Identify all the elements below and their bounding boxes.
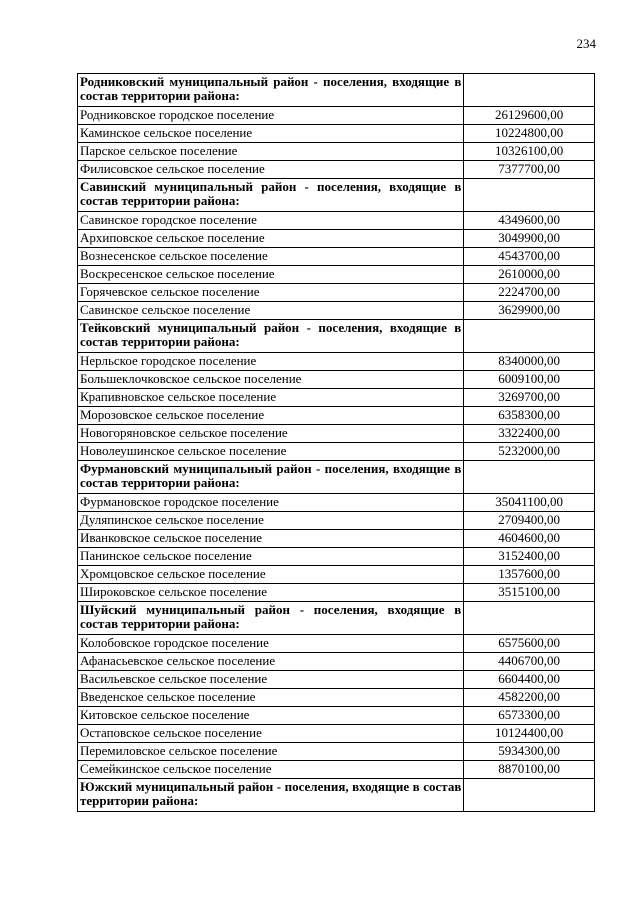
table-row <box>78 425 595 443</box>
table-row <box>78 353 595 371</box>
settlement-name: Морозовское сельское поселение <box>78 407 464 425</box>
settlement-name: Хромцовское сельское поселение <box>78 566 464 584</box>
settlement-name: Новогоряновское сельское поселение <box>78 425 464 443</box>
table-row <box>78 143 595 161</box>
settlement-name: Каминское сельское поселение <box>78 125 464 143</box>
table-row <box>78 212 595 230</box>
settlement-name: Введенское сельское поселение <box>78 689 464 707</box>
district-header: Савинский муниципальный район - поселения, входящие в состав территории района: <box>78 179 464 212</box>
settlement-amount: 4543700,00 <box>464 248 595 266</box>
table-row <box>78 230 595 248</box>
table-row <box>78 107 595 125</box>
table-row <box>78 635 595 653</box>
table-row <box>78 743 595 761</box>
settlement-name: Иванковское сельское поселение <box>78 530 464 548</box>
settlement-amount: 6573300,00 <box>464 707 595 725</box>
settlement-amount: 3269700,00 <box>464 389 595 407</box>
district-amount-cell <box>464 320 595 353</box>
settlement-amount: 6009100,00 <box>464 371 595 389</box>
settlement-amount: 3152400,00 <box>464 548 595 566</box>
district-header: Южский муниципальный район - поселения, входящие в состав территории района: <box>78 779 464 812</box>
table-row <box>78 371 595 389</box>
settlement-amount: 3049900,00 <box>464 230 595 248</box>
settlement-name: Новолеушинское сельское поселение <box>78 443 464 461</box>
settlement-amount: 2709400,00 <box>464 512 595 530</box>
settlement-amount: 8870100,00 <box>464 761 595 779</box>
table-row <box>78 689 595 707</box>
settlement-name: Горячевское сельское поселение <box>78 284 464 302</box>
settlement-amount: 26129600,00 <box>464 107 595 125</box>
table-row <box>78 125 595 143</box>
table-row <box>78 671 595 689</box>
district-header-row <box>78 779 595 812</box>
settlement-name: Савинское сельское поселение <box>78 302 464 320</box>
settlement-amount: 5934300,00 <box>464 743 595 761</box>
settlement-name: Нерльское городское поселение <box>78 353 464 371</box>
table-row <box>78 725 595 743</box>
settlement-name: Афанасьевское сельское поселение <box>78 653 464 671</box>
settlement-name: Дуляпинское сельское поселение <box>78 512 464 530</box>
settlement-amount: 3515100,00 <box>464 584 595 602</box>
settlement-amount: 2224700,00 <box>464 284 595 302</box>
settlement-name: Перемиловское сельское поселение <box>78 743 464 761</box>
settlement-name: Савинское городское поселение <box>78 212 464 230</box>
table-row <box>78 566 595 584</box>
settlement-name: Архиповское сельское поселение <box>78 230 464 248</box>
settlement-amount: 4406700,00 <box>464 653 595 671</box>
settlement-amount: 2610000,00 <box>464 266 595 284</box>
settlement-name: Широковское сельское поселение <box>78 584 464 602</box>
district-header: Родниковский муниципальный район - поселения, входящие в состав территории района: <box>78 74 464 107</box>
settlement-name: Парское сельское поселение <box>78 143 464 161</box>
table-row <box>78 266 595 284</box>
settlement-amount: 10326100,00 <box>464 143 595 161</box>
settlements-budget-table <box>77 73 595 812</box>
settlement-name: Остаповское сельское поселение <box>78 725 464 743</box>
settlement-amount: 3629900,00 <box>464 302 595 320</box>
settlement-name: Фурмановское городское поселение <box>78 494 464 512</box>
district-header-row <box>78 461 595 494</box>
settlement-name: Крапивновское сельское поселение <box>78 389 464 407</box>
settlement-amount: 8340000,00 <box>464 353 595 371</box>
settlement-name: Семейкинское сельское поселение <box>78 761 464 779</box>
district-amount-cell <box>464 602 595 635</box>
table-row <box>78 707 595 725</box>
district-amount-cell <box>464 779 595 812</box>
settlement-name: Васильевское сельское поселение <box>78 671 464 689</box>
settlement-amount: 4582200,00 <box>464 689 595 707</box>
table-row <box>78 389 595 407</box>
table-row <box>78 248 595 266</box>
settlement-amount: 4604600,00 <box>464 530 595 548</box>
district-header-row <box>78 320 595 353</box>
table-row <box>78 653 595 671</box>
district-header-row <box>78 179 595 212</box>
table-row <box>78 302 595 320</box>
table-row <box>78 548 595 566</box>
table-row <box>78 284 595 302</box>
settlement-name: Большеклочковское сельское поселение <box>78 371 464 389</box>
table-row <box>78 512 595 530</box>
district-header: Фурмановский муниципальный район - поселения, входящие в состав территории района: <box>78 461 464 494</box>
settlement-amount: 35041100,00 <box>464 494 595 512</box>
table-row <box>78 443 595 461</box>
table-row <box>78 584 595 602</box>
settlement-amount: 7377700,00 <box>464 161 595 179</box>
settlement-name: Колобовское городское поселение <box>78 635 464 653</box>
settlement-amount: 5232000,00 <box>464 443 595 461</box>
settlement-amount: 10224800,00 <box>464 125 595 143</box>
table-row <box>78 761 595 779</box>
settlement-amount: 1357600,00 <box>464 566 595 584</box>
page-number: 234 <box>576 36 596 51</box>
settlement-amount: 6358300,00 <box>464 407 595 425</box>
settlement-name: Родниковское городское поселение <box>78 107 464 125</box>
settlement-name: Китовское сельское поселение <box>78 707 464 725</box>
district-header: Тейковский муниципальный район - поселения, входящие в состав территории района: <box>78 320 464 353</box>
district-header-row <box>78 74 595 107</box>
district-amount-cell <box>464 74 595 107</box>
settlement-name: Вознесенское сельское поселение <box>78 248 464 266</box>
table-row <box>78 530 595 548</box>
settlement-amount: 3322400,00 <box>464 425 595 443</box>
settlement-name: Панинское сельское поселение <box>78 548 464 566</box>
settlement-name: Филисовское сельское поселение <box>78 161 464 179</box>
table-body <box>78 74 595 812</box>
table-row <box>78 407 595 425</box>
district-header-row <box>78 602 595 635</box>
settlement-name: Воскресенское сельское поселение <box>78 266 464 284</box>
district-amount-cell <box>464 461 595 494</box>
settlement-amount: 6575600,00 <box>464 635 595 653</box>
district-amount-cell <box>464 179 595 212</box>
settlement-amount: 10124400,00 <box>464 725 595 743</box>
table-row <box>78 494 595 512</box>
settlement-amount: 6604400,00 <box>464 671 595 689</box>
table-row <box>78 161 595 179</box>
settlement-amount: 4349600,00 <box>464 212 595 230</box>
district-header: Шуйский муниципальный район - поселения, входящие в состав территории района: <box>78 602 464 635</box>
